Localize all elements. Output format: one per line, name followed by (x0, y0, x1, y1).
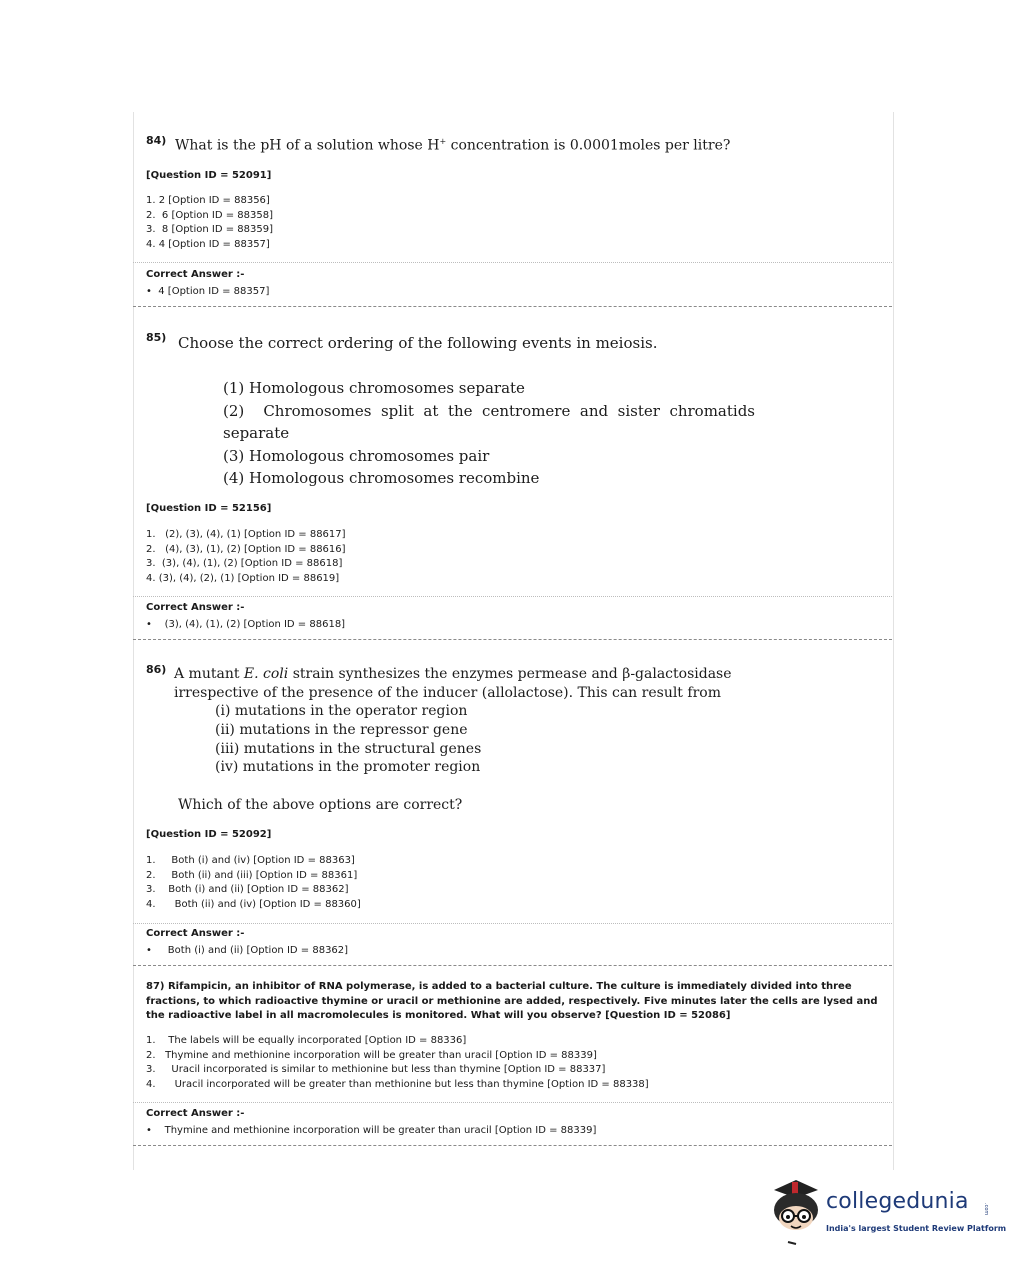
question-separator (133, 965, 892, 966)
options-list (146, 854, 361, 913)
question-text: Choose the correct ordering of the following events in meiosis. (178, 334, 658, 352)
option-1: 1. 2 [Option ID = 88356] (146, 195, 270, 206)
question-text-line-1: A mutant E. coli strain synthesizes the enzymes permease and β-galactosidase (174, 666, 732, 682)
logo-dotcom: .com (983, 1203, 989, 1216)
option-4: 4. (3), (4), (2), (1) [Option ID = 88619] (146, 573, 340, 585)
correct-answer-label: Correct Answer :- (146, 928, 245, 939)
mutation-iii: (iii) mutations in the structural genes (215, 740, 482, 757)
divider (133, 596, 892, 597)
correct-answer-label: Correct Answer :- (146, 269, 245, 280)
options-list (146, 1034, 649, 1093)
divider (133, 923, 892, 924)
question-id: [Question ID = 52091] (146, 170, 272, 181)
correct-answer-label: Correct Answer :- (146, 1108, 245, 1119)
question-87 (133, 968, 892, 1150)
correct-answer-label: Correct Answer :- (146, 602, 245, 613)
divider (133, 1102, 892, 1103)
question-id: [Question ID = 52156] (146, 503, 272, 514)
mutation-i: (i) mutations in the operator region (215, 703, 468, 719)
question-text: What is the pH of a solution whose H+ concentration is 0.0001moles per litre? (175, 137, 731, 154)
question-text-line-2: irrespective of the presence of the inducer (allolactose). This can result from (174, 685, 721, 701)
correct-answer: • Both (i) and (ii) [Option ID = 88362] (146, 945, 349, 956)
question-85 (133, 308, 892, 642)
question-separator (133, 306, 892, 307)
option-3: 3. 8 [Option ID = 88359] (146, 224, 273, 236)
event-list (223, 377, 755, 490)
question-id: [Question ID = 52092] (146, 829, 272, 840)
question-number: 86) (146, 663, 167, 676)
mutation-iv: (iv) mutations in the promoter region (215, 759, 481, 776)
option-3: 3. Both (i) and (ii) [Option ID = 88362] (146, 884, 349, 896)
mutation-ii: (ii) mutations in the repressor gene (215, 721, 468, 738)
option-4: 4. Both (ii) and (iv) [Option ID = 88360] (146, 899, 361, 911)
question-separator (133, 639, 892, 640)
question-separator (133, 1145, 892, 1146)
option-3: 3. Uracil incorporated is similar to methionine but less than thymine [Option ID = 88337] (146, 1064, 606, 1076)
option-2: 2. Thymine and methionine incorporation will be greater than uracil [Option ID = 88339] (146, 1049, 597, 1061)
option-1: 1. The labels will be equally incorporated [Option ID = 88336] (146, 1035, 467, 1046)
question-86 (133, 642, 892, 968)
option-2: 2. (4), (3), (1), (2) [Option ID = 88616] (146, 543, 346, 555)
event-4: (4) Homologous chromosomes recombine (223, 469, 540, 487)
question-text: 87) Rifampicin, an inhibitor of RNA polymerase, is added to a bacterial culture. The culture is immediately divided into three fractions, to which radioactive thymine or uracil or methionine are added, respectively. Five minutes later the cells are lysed and the radioactive label in all macromolecules is monitored. What will you observe? [Question ID = 52086] (146, 981, 878, 1021)
question-number: 85) (146, 331, 167, 344)
option-1: 1. Both (i) and (iv) [Option ID = 88363] (146, 855, 355, 866)
question-84 (133, 112, 892, 308)
event-3: (3) Homologous chromosomes pair (223, 446, 490, 465)
event-1: (1) Homologous chromosomes separate (223, 379, 525, 397)
mutation-list (215, 702, 481, 777)
logo-wordmark: collegedunia (826, 1189, 969, 1214)
option-3: 3. (3), (4), (1), (2) [Option ID = 88618] (146, 558, 343, 570)
correct-answer: • Thymine and methionine incorporation will be greater than uracil [Option ID = 88339] (146, 1125, 597, 1136)
option-4: 4. 4 [Option ID = 88357] (146, 239, 270, 251)
collegedunia-logo (766, 1176, 1007, 1248)
event-2: (2) Chromosomes split at the centromere and sister chromatids (223, 401, 755, 420)
correct-answer: • (3), (4), (1), (2) [Option ID = 88618] (146, 619, 346, 630)
option-2: 2. Both (ii) and (iii) [Option ID = 88361] (146, 869, 358, 881)
mascot-icon (766, 1176, 826, 1248)
option-4: 4. Uracil incorporated will be greater than methionine but less than thymine [Option ID = 88338] (146, 1079, 649, 1091)
options-list (146, 194, 273, 253)
event-2-continued: separate (223, 424, 290, 442)
correct-answer: • 4 [Option ID = 88357] (146, 286, 270, 297)
option-2: 2. 6 [Option ID = 88358] (146, 209, 273, 221)
divider (133, 262, 892, 263)
option-1: 1. (2), (3), (4), (1) [Option ID = 88617] (146, 529, 346, 540)
options-list (146, 528, 346, 587)
question-prompt: Which of the above options are correct? (178, 797, 463, 813)
question-number: 84) (146, 134, 167, 147)
logo-tagline: India's largest Student Review Platform (826, 1224, 1007, 1233)
